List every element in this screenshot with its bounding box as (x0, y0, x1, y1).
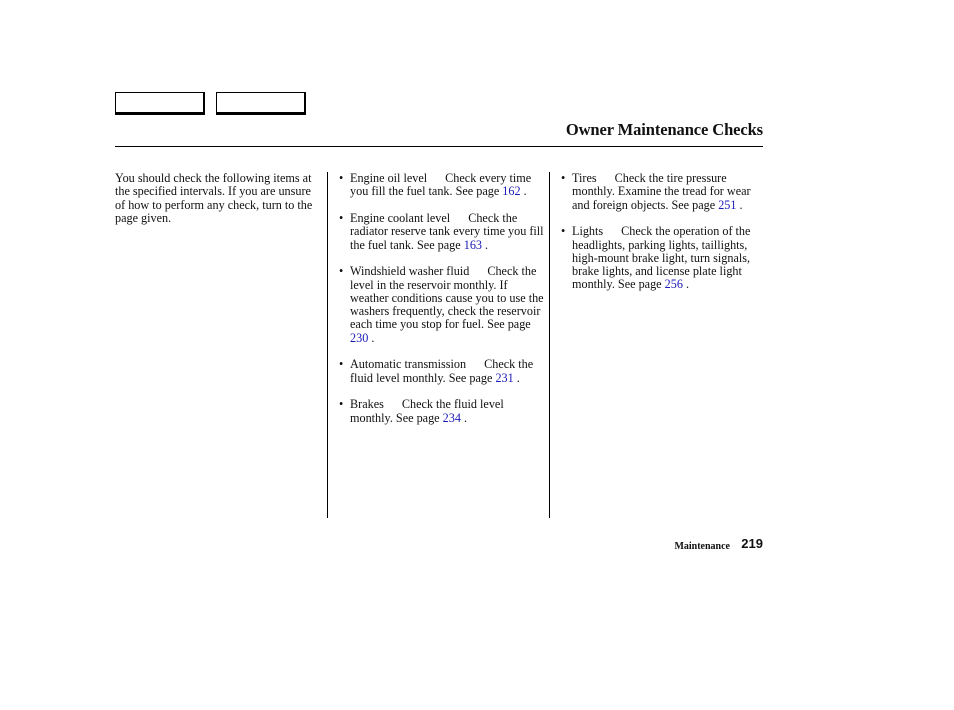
list-item: • Automatic transmission Check the fluid level monthly. See page 231 . (339, 357, 534, 385)
page-number: 219 (741, 536, 763, 551)
page-link[interactable]: 230 (350, 330, 369, 345)
check-desc: Check the tire pressure monthly. Examine the tread for wear and foreign objects. See page (572, 171, 751, 212)
list-item: • Lights Check the operation of the headlights, parking lights, taillights, high-mount brake light, turn signals, brake lights, and license plate light monthly. See page 256 . (561, 224, 751, 292)
check-name: Brakes (350, 397, 384, 412)
previous-page-button[interactable] (115, 92, 205, 115)
check-desc: Check the level in the reservoir monthly. If weather conditions cause you to use the washers frequently, check the reservoir each time you stop for fuel. See page (350, 264, 544, 332)
check-desc: Check the operation of the headlights, parking lights, taillights, high-mount brake light, turn signals, brake lights, and license plate light monthly. See page (572, 224, 751, 292)
bullet: • (339, 171, 344, 185)
intro-text: You should check the following items at the specified intervals. If you are unsure of how to perform any check, turn to the page given. (115, 171, 313, 225)
check-name: Tires (572, 171, 597, 185)
list-item: • Engine coolant level Check the radiator reserve tank every time you fill the fuel tank. See page 163 . (339, 210, 544, 252)
list-item: • Engine oil level Check every time you fill the fuel tank. See page 162 . (339, 171, 532, 199)
check-name: Windshield washer fluid (350, 264, 470, 279)
next-page-button[interactable] (216, 92, 306, 115)
title-divider (115, 146, 763, 147)
check-name: Lights (572, 224, 604, 239)
checks-column-1 (339, 172, 544, 438)
check-desc: Check the radiator reserve tank every time you fill the fuel tank. See page (350, 210, 544, 252)
check-desc: Check every time you fill the fuel tank. See page (350, 171, 532, 199)
bullet: • (339, 397, 344, 412)
list-item: • Windshield washer fluid Check the level in the reservoir monthly. If weather conditions cause you to use the washers frequently, check the reservoir each time you stop for fuel. See page 230 . (339, 264, 544, 345)
page-title: Owner Maintenance Checks (565, 120, 763, 139)
check-name: Engine coolant level (350, 210, 451, 225)
footer-section-label: Maintenance (674, 541, 730, 552)
bullet: • (561, 171, 566, 185)
bullet: • (339, 210, 344, 225)
checks-column-2 (561, 172, 761, 305)
check-name: Engine oil level (350, 171, 428, 185)
list-item: • Brakes Check the fluid level monthly. See page 234 . (339, 397, 504, 425)
intro-column (115, 172, 315, 225)
page-link[interactable]: 162 (502, 184, 521, 199)
column-divider (327, 172, 328, 518)
bullet: • (561, 224, 566, 239)
page-link[interactable]: 256 (664, 277, 683, 292)
check-name: Automatic transmission (350, 357, 467, 372)
bullet: • (339, 264, 344, 279)
column-divider (549, 172, 550, 518)
bullet: • (339, 357, 344, 372)
check-desc: Check the fluid level monthly. See page (350, 357, 534, 385)
page-link[interactable]: 231 (495, 370, 514, 385)
page-link[interactable]: 163 (463, 237, 482, 252)
check-desc: Check the fluid level monthly. See page (350, 397, 504, 425)
page-link[interactable]: 251 (718, 197, 737, 212)
list-item: • Tires Check the tire pressure monthly. Examine the tread for wear and foreign objects. See page 251 . (561, 171, 751, 212)
page-link[interactable]: 234 (442, 410, 461, 425)
